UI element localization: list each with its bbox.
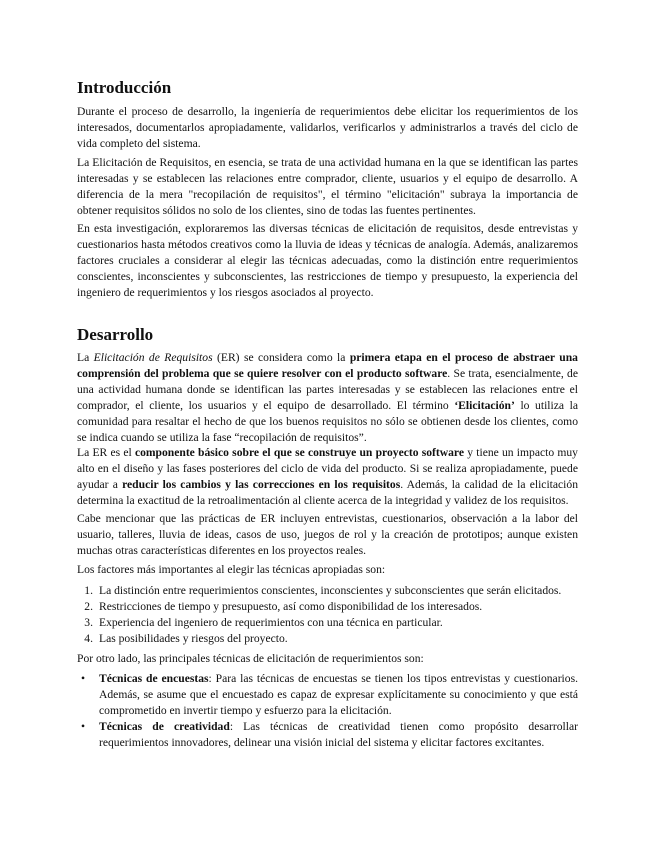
intro-paragraph-3: En esta investigación, exploraremos las diversas técnicas de elicitación de requisitos, desde entrevistas y cuestionarios hasta métodos creativos como la lluvia de ideas y técnicas de analogía. Además, analizaremos factores cruciales a considerar al elegir las técnicas adecuadas, como la distinción entre requerimientos conscientes, inconscientes y subconscientes, las restricciones de tiempo y presupuesto, la experiencia del ingeniero de requerimientos y los riesgos asociados al proyecto.	[77, 222, 578, 299]
bullet-icon: •	[81, 720, 86, 733]
heading-introduccion: Introducción	[77, 78, 172, 97]
factors-list	[77, 583, 578, 647]
techniques-list	[77, 671, 578, 751]
dev-paragraph-2: La ER es el componente básico sobre el que se construye un proyecto software y tiene un impacto muy alto en el diseño y las fases posteriores del ciclo de vida del producto. Si se realiza apropiadamente, puede ayudar a reducir los cambios y las correcciones en los requisitos. Además, la calidad de la elicitación determina la exactitud de la retroalimentación al cliente acerca de la integridad y validez de los requisitos.	[77, 446, 578, 507]
intro-paragraph-1: Durante el proceso de desarrollo, la ingeniería de requerimientos debe elicitar los requerimientos de los interesados, documentarlos apropiadamente, validarlos, verificarlos y administrarlos a través del ciclo de vida completo del sistema.	[77, 105, 578, 150]
dev-paragraph-1: La Elicitación de Requisitos (ER) se considera como la primera etapa en el proceso de abstraer una comprensión del problema que se quiere resolver con el producto software. Se trata, esencialmente, de una actividad humana donde se identifican las partes interesadas y se establecen las relaciones entre el comprador, el cliente, los usuarios y el equipo de desarrollado. El término ‘Elicitación’ lo utiliza la comunidad para resaltar el hecho de que los buenos requisitos no sólo se obtienen desde los clientes, como se indica cuando se utiliza la fase “recopilación de requisitos”.	[77, 351, 578, 444]
list-item: • Técnicas de creatividad: Las técnicas de creatividad tienen como propósito desarrollar requerimientos innovadores, delinear una visión inicial del sistema y elicitar factores excitantes.	[81, 720, 578, 749]
intro-paragraph-2: La Elicitación de Requisitos, en esencia, se trata de una actividad humana en la que se identifican las partes interesadas y se establecen las relaciones entre comprador, cliente, usuarios y el equipo de desarrollo. A diferencia de la mera "recopilación de requisitos", el término "elicitación" subraya la importancia de obtener requisitos sólidos no solo de los clientes, sino de todas las fuentes pertinentes.	[77, 156, 578, 217]
list-item: 4. Las posibilidades y riesgos del proyecto.	[84, 632, 288, 645]
list-item: • Técnicas de encuestas: Para las técnicas de encuestas se tienen los tipos entrevistas y cuestionarios. Además, se asume que el encuestado es capaz de expresar explícitamente su conocimiento y que está comprometido en invertir tiempo y esfuerzo para la elicitación.	[81, 672, 578, 717]
list-item: 1. La distinción entre requerimientos conscientes, inconscientes y subconscientes que serán elicitados.	[84, 584, 562, 597]
list-item: 2. Restricciones de tiempo y presupuesto, así como disponibilidad de los interesados.	[84, 600, 483, 613]
dev-paragraph-3: Cabe mencionar que las prácticas de ER incluyen entrevistas, cuestionarios, observación a la labor del usuario, talleres, lluvia de ideas, casos de uso, juegos de rol y la creación de prototipos; aunque existen muchas otras características diferentes en los proyectos reales.	[77, 512, 578, 557]
list-item: 3. Experiencia del ingeniero de requerimientos con una técnica en particular.	[84, 616, 443, 629]
dev-paragraph-4: Los factores más importantes al elegir las técnicas apropiadas son:	[77, 563, 386, 576]
heading-desarrollo: Desarrollo	[77, 325, 154, 344]
dev-paragraph-5: Por otro lado, las principales técnicas de elicitación de requerimientos son:	[77, 652, 424, 665]
bullet-icon: •	[81, 672, 86, 685]
